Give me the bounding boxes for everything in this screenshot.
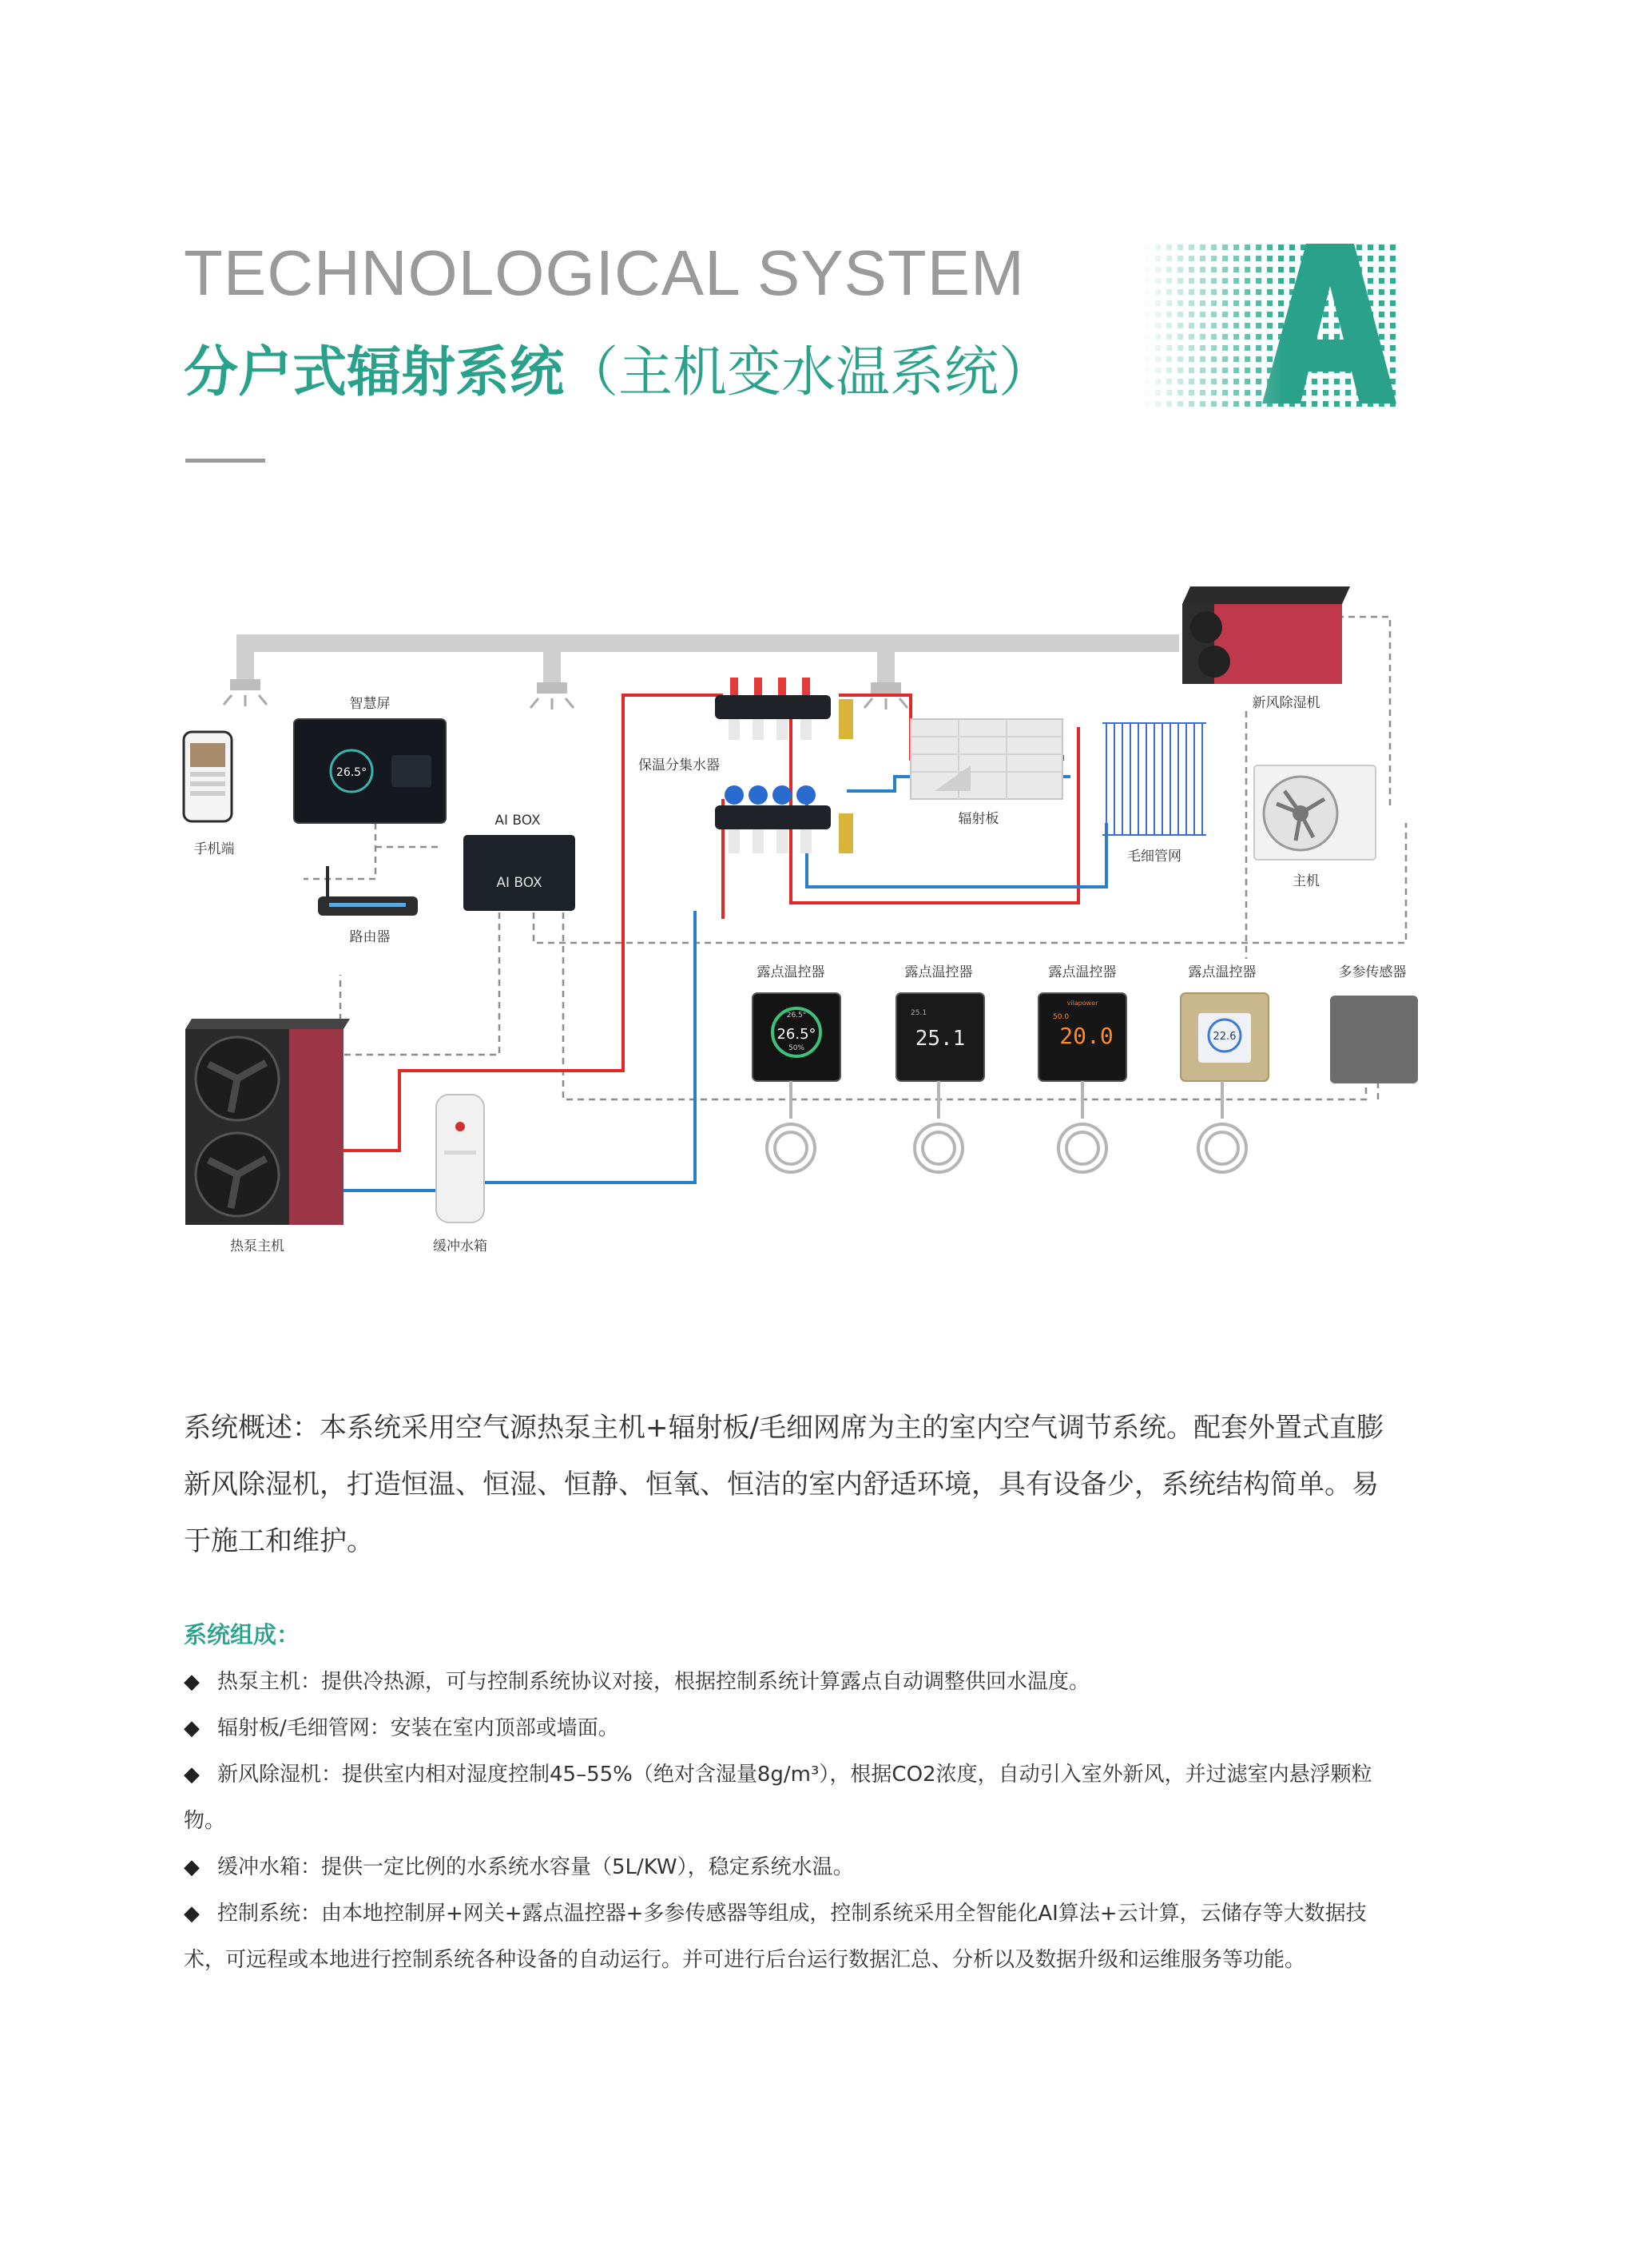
ai-box-device (463, 835, 575, 911)
label-capillary: 毛细管网 (1127, 849, 1181, 865)
thermostat-2-temp: 25.1 (915, 1027, 966, 1051)
bullet-diamond-icon: ◆ (184, 1902, 200, 1926)
title-chinese (184, 329, 1053, 407)
bullet-diamond-icon: ◆ (184, 1855, 200, 1879)
list-item (184, 1844, 1390, 1890)
bullet-diamond-icon: ◆ (184, 1763, 200, 1787)
bullet-diamond-icon: ◆ (184, 1716, 200, 1740)
router-device (318, 866, 418, 916)
thermostat-3 (1038, 993, 1126, 1081)
section-badge-logo (1142, 232, 1398, 415)
list-item (184, 1705, 1390, 1751)
composition-item-text: 辐射板/毛细管网：安装在室内顶部或墙面。 (217, 1716, 619, 1740)
outdoor-unit (1254, 765, 1376, 860)
label-thermostat-3: 露点温控器 (1048, 964, 1117, 980)
thermostat-4 (1181, 993, 1269, 1081)
thermostat-2-sub: 25.1 (911, 1009, 927, 1017)
thermostat-1-temp: 26.5° (776, 1026, 816, 1043)
list-item (184, 1659, 1390, 1705)
temperature-probes (767, 1081, 1246, 1172)
thermostat-3-brand: vilapower (1066, 1000, 1098, 1007)
composition-list (184, 1659, 1390, 1983)
capillary-mat (1102, 723, 1206, 835)
phone-device (184, 732, 232, 821)
system-overview-paragraph: 系统概述：本系统采用空气源热泵主机+辐射板/毛细网席为主的室内空气调节系统。配套外置式直膨新风除湿机，打造恒温、恒湿、恒静、恒氧、恒洁的室内舒适环境，具有设备少，系统结构简单。易于施工和维护。 (184, 1412, 1384, 1557)
manifold-device (715, 678, 853, 853)
label-fresh-air: 新风除湿机 (1252, 695, 1320, 711)
label-ai-box: AI BOX (494, 813, 541, 829)
ai-box-screen-text: AI BOX (496, 875, 542, 891)
label-multi-sensor: 多参传感器 (1338, 964, 1407, 980)
thermostat-3-temp: 20.0 (1059, 1023, 1114, 1049)
label-smart-screen: 智慧屏 (349, 696, 391, 712)
label-thermostat-1: 露点温控器 (757, 964, 825, 980)
multi-sensor-device (1330, 996, 1418, 1083)
composition-item-text: 缓冲水箱：提供一定比例的水系统水容量（5L/KW），稳定系统水温。 (217, 1855, 854, 1879)
thermostat-2 (896, 993, 984, 1081)
thermostat-3-sub: 50.0 (1053, 1013, 1070, 1021)
label-heat-pump: 热泵主机 (230, 1238, 284, 1254)
title-chinese-suffix: （主机变水温系统） (564, 341, 1054, 404)
buffer-tank-device (436, 1095, 484, 1222)
label-radiant-panel: 辐射板 (958, 811, 999, 827)
composition-item-text: 新风除湿机：提供室内相对湿度控制45–55%（绝对含湿量8g/m³），根据CO2浓度，自动引入室外新风，并过滤室内悬浮颗粒物。 (184, 1763, 1372, 1833)
title-chinese-main: 分户式辐射系统 (184, 341, 565, 404)
fresh-air-dehumidifier (1182, 586, 1350, 684)
smart-screen-temp: 26.5° (336, 766, 367, 779)
thermostat-1-sub1: 26.5° (786, 1012, 807, 1020)
list-item (184, 1890, 1390, 1983)
title-underline (185, 459, 265, 463)
radiant-panel (911, 719, 1062, 799)
heat-pump-device (185, 1019, 350, 1225)
title-english: TECHNOLOGICAL SYSTEM (184, 237, 1025, 308)
smart-screen-device (294, 719, 446, 823)
system-diagram (0, 559, 1652, 1294)
thermostat-1 (753, 993, 840, 1081)
label-router: 路由器 (349, 929, 391, 945)
label-thermostat-4: 露点温控器 (1188, 964, 1257, 980)
label-phone: 手机端 (193, 841, 235, 857)
bullet-diamond-icon: ◆ (184, 1670, 200, 1694)
thermostat-1-sub2: 50% (788, 1044, 805, 1052)
composition-item-text: 热泵主机：提供冷热源，可与控制系统协议对接，根据控制系统计算露点自动调整供回水温度。 (217, 1670, 1090, 1694)
list-item (184, 1751, 1390, 1844)
label-thermostat-2: 露点温控器 (904, 964, 973, 980)
label-manifold: 保温分集水器 (638, 757, 720, 773)
composition-heading: 系统组成： (184, 1621, 300, 1648)
composition-item-text: 控制系统：由本地控制屏+网关+露点温控器+多参传感器等组成，控制系统采用全智能化AI算法+云计算，云储存等大数据技术，可远程或本地进行控制系统各种设备的自动运行。并可进行后台运行数据汇总、分析以及数据升级和运维服务等功能。 (184, 1902, 1367, 1972)
thermostat-4-temp: 22.6 (1213, 1031, 1237, 1043)
label-outdoor-unit: 主机 (1293, 873, 1320, 889)
label-buffer-tank: 缓冲水箱 (433, 1238, 487, 1254)
